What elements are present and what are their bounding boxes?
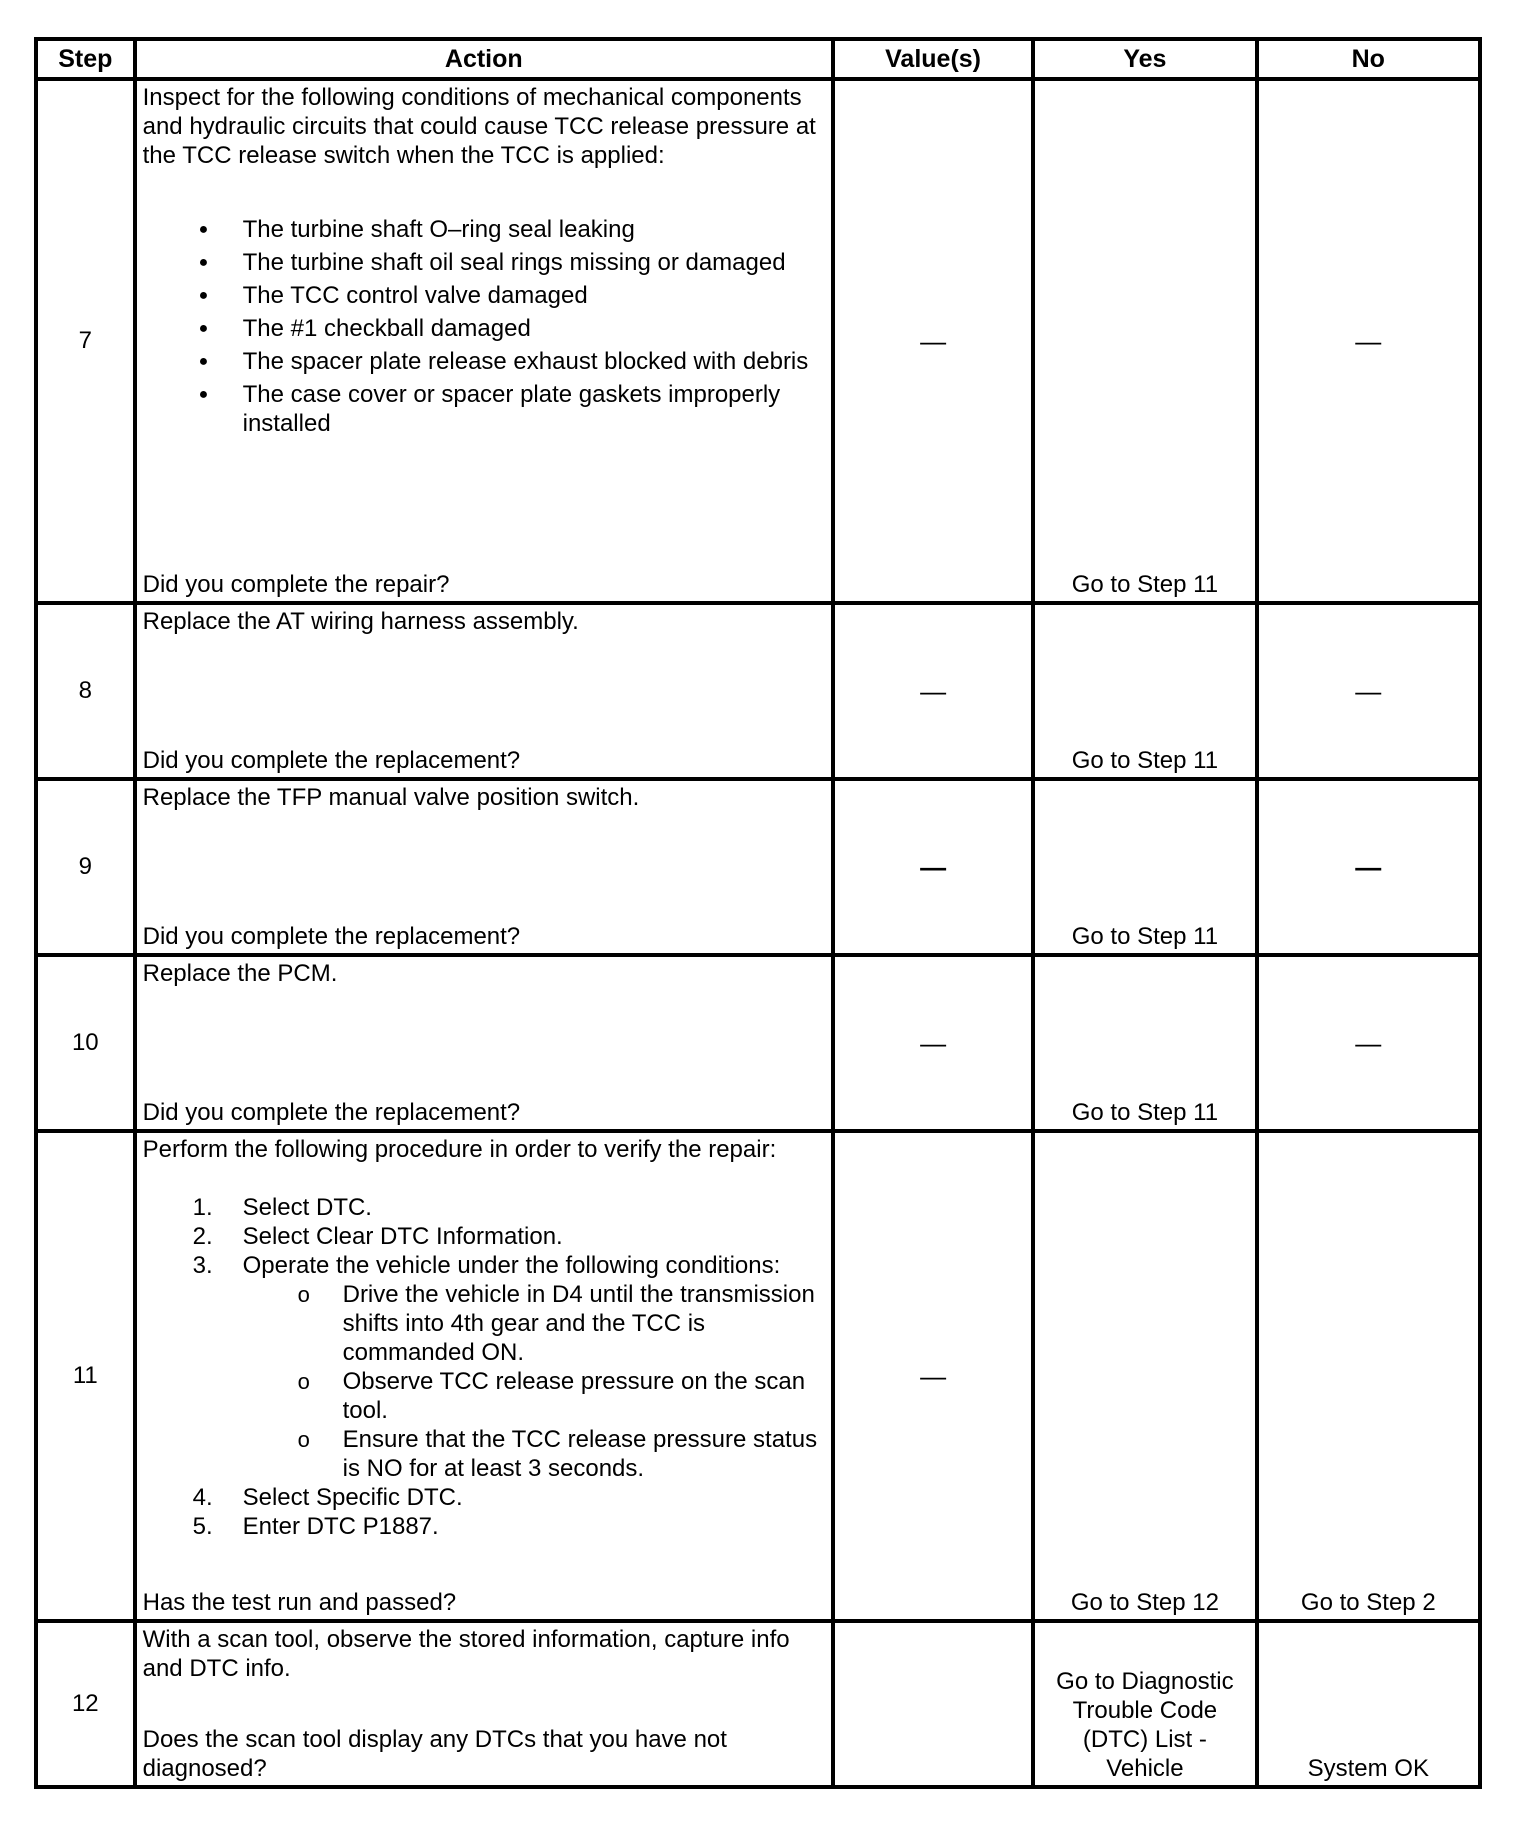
condition-sublist xyxy=(143,1280,825,1483)
list-item: 4. Select Specific DTC. xyxy=(192,1484,463,1511)
action-cell xyxy=(135,79,833,603)
list-item: 3. Operate the vehicle under the following conditions: xyxy=(192,1252,781,1279)
step-number: 11 xyxy=(36,1131,135,1621)
value-cell: — xyxy=(833,1131,1033,1621)
action-intro: Perform the following procedure in order to verify the repair: xyxy=(142,1136,777,1163)
action-question: Did you complete the replacement? xyxy=(142,1099,521,1126)
action-cell xyxy=(135,603,833,779)
action-cell xyxy=(135,779,833,955)
list-item: 2. Select Clear DTC Information. xyxy=(192,1223,563,1250)
value-cell: — xyxy=(833,79,1033,603)
value-cell xyxy=(833,1621,1033,1787)
action-question: Has the test run and passed? xyxy=(142,1589,457,1616)
list-item: ● The spacer plate release exhaust blocked with debris xyxy=(143,347,825,376)
no-cell: System OK xyxy=(1257,1621,1480,1787)
table-row-step-10 xyxy=(36,955,1480,1131)
action-question: Does the scan tool display any DTCs that you have not diagnosed? xyxy=(142,1726,727,1782)
step-number: 8 xyxy=(36,603,135,779)
value-cell: — xyxy=(833,779,1033,955)
list-item: o Ensure that the TCC release pressure status is NO for at least 3 seconds. xyxy=(143,1425,825,1483)
action-cell xyxy=(135,955,833,1131)
header-no: No xyxy=(1257,39,1480,79)
value-cell: — xyxy=(833,955,1033,1131)
table-row-step-12 xyxy=(36,1621,1480,1787)
action-text: Replace the TFP manual valve position switch. xyxy=(142,784,640,811)
table-row-step-9 xyxy=(36,779,1480,955)
list-item: ● The TCC control valve damaged xyxy=(143,281,825,310)
action-intro: Inspect for the following conditions of mechanical components and hydraulic circuits that could cause TCC release pressure at the TCC release switch when the TCC is applied: xyxy=(142,84,816,169)
condition-list xyxy=(143,215,825,438)
list-item: o Observe TCC release pressure on the scan tool. xyxy=(143,1367,825,1425)
procedure-list xyxy=(143,1193,825,1280)
action-question: Did you complete the replacement? xyxy=(142,923,521,950)
list-item: o Drive the vehicle in D4 until the transmission shifts into 4th gear and the TCC is commanded ON. xyxy=(143,1280,825,1367)
action-question: Did you complete the replacement? xyxy=(142,747,521,774)
yes-cell: Go to Step 11 xyxy=(1033,79,1256,603)
no-cell: — xyxy=(1257,779,1480,955)
yes-cell: Go to Step 11 xyxy=(1033,779,1256,955)
list-item: ● The turbine shaft oil seal rings missing or damaged xyxy=(143,248,825,277)
header-step: Step xyxy=(36,39,135,79)
list-item: 1. Select DTC. xyxy=(192,1194,372,1221)
step-number: 9 xyxy=(36,779,135,955)
action-text: With a scan tool, observe the stored information, capture info and DTC info. xyxy=(142,1626,790,1682)
step-number: 7 xyxy=(36,79,135,603)
yes-cell: Go to Diagnostic Trouble Code (DTC) List - Vehicle xyxy=(1033,1621,1256,1787)
table-row-step-7 xyxy=(36,79,1480,603)
header-action: Action xyxy=(135,39,833,79)
table-row-step-11 xyxy=(36,1131,1480,1621)
diagnostic-table xyxy=(34,37,1482,1789)
list-item: ● The case cover or spacer plate gaskets improperly installed xyxy=(143,380,825,438)
no-cell: Go to Step 2 xyxy=(1257,1131,1480,1621)
step-number: 10 xyxy=(36,955,135,1131)
yes-cell: Go to Step 11 xyxy=(1033,955,1256,1131)
header-row xyxy=(36,39,1480,79)
action-text: Replace the AT wiring harness assembly. xyxy=(142,608,579,635)
action-cell xyxy=(135,1621,833,1787)
procedure-list-continued xyxy=(143,1483,825,1541)
no-cell: — xyxy=(1257,955,1480,1131)
no-cell: — xyxy=(1257,603,1480,779)
action-text: Replace the PCM. xyxy=(142,960,338,987)
header-values: Value(s) xyxy=(833,39,1033,79)
list-item: ● The turbine shaft O–ring seal leaking xyxy=(143,215,825,244)
header-yes: Yes xyxy=(1033,39,1256,79)
no-cell: — xyxy=(1257,79,1480,603)
list-item: 5. Enter DTC P1887. xyxy=(192,1513,439,1540)
step-number: 12 xyxy=(36,1621,135,1787)
table-row-step-8 xyxy=(36,603,1480,779)
list-item: ● The #1 checkball damaged xyxy=(143,314,825,343)
value-cell: — xyxy=(833,603,1033,779)
yes-cell: Go to Step 12 xyxy=(1033,1131,1256,1621)
action-cell xyxy=(135,1131,833,1621)
yes-cell: Go to Step 11 xyxy=(1033,603,1256,779)
action-question: Did you complete the repair? xyxy=(142,571,450,598)
